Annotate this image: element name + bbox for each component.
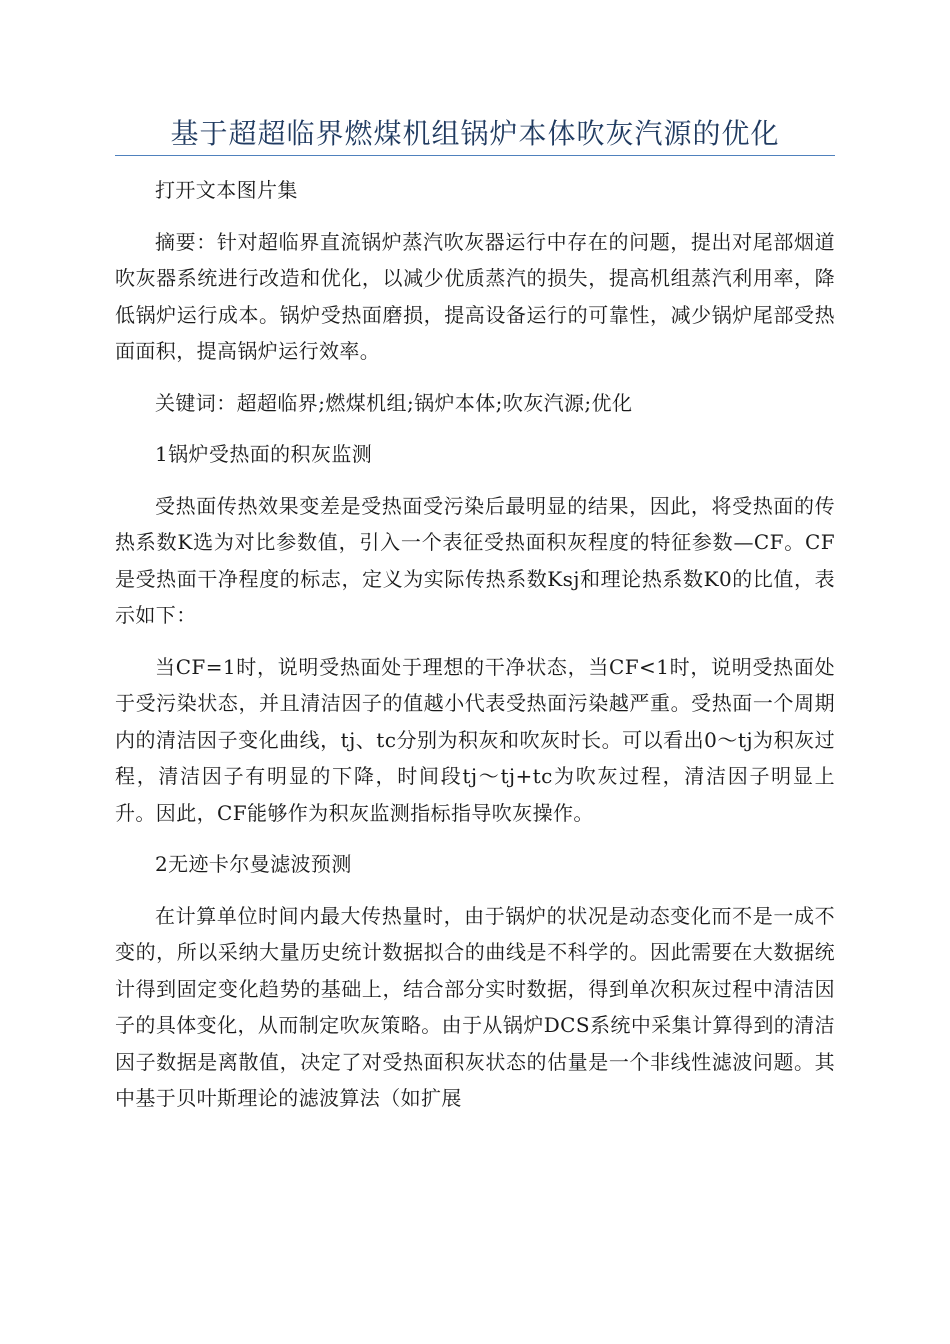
document-title: 基于超超临界燃煤机组锅炉本体吹灰汽源的优化 <box>170 117 780 150</box>
section-2-heading: 2无迹卡尔曼滤波预测 <box>155 852 352 876</box>
abstract-paragraph: 摘要：针对超临界直流锅炉蒸汽吹灰器运行中存在的问题，提出对尾部烟道吹灰器系统进行改造和优化，以减少优质蒸汽的损失，提高机组蒸汽利用率，降低锅炉运行成本。锅炉受热面磨损，提高设备运行的可靠性，减少锅炉尾部受热面面积，提高锅炉运行效率。 <box>115 229 835 363</box>
body-paragraph: 在计算单位时间内最大传热量时，由于锅炉的状况是动态变化而不是一成不变的，所以采纳大量历史统计数据拟合的曲线是不科学的。因此需要在大数据统计得到固定变化趋势的基础上，结合部分实时数据，得到单次积灰过程中清洁因子的具体变化，从而制定吹灰策略。由于从锅炉DCS系统中采集计算得到的清洁因子数据是离散值，决定了对受热面积灰状态的估量是一个非线性滤波问题。其中基于贝叶斯理论的滤波算法（如扩展 <box>115 903 835 1110</box>
section-1-heading: 1锅炉受热面的积灰监测 <box>155 442 373 466</box>
keywords-paragraph: 关键词：超超临界;燃煤机组;锅炉本体;吹灰汽源;优化 <box>155 390 633 415</box>
document-body <box>115 172 835 1132</box>
title-underline <box>115 155 835 156</box>
body-paragraph: 受热面传热效果变差是受热面受污染后最明显的结果，因此，将受热面的传热系数K选为对比参数值，引入一个表征受热面积灰程度的特征参数—CF。CF是受热面干净程度的标志，定义为实际传热系数Ksj和理论热系数K0的比值，表示如下： <box>115 493 835 627</box>
open-image-set-link: 打开文本图片集 <box>155 178 298 202</box>
body-paragraph: 当CF=1时，说明受热面处于理想的干净状态，当CF<1时，说明受热面处于受污染状态，并且清洁因子的值越小代表受热面污染越严重。受热面一个周期内的清洁因子变化曲线，tj、tc分别为积灰和吹灰时长。可以看出0～tj为积灰过程，清洁因子有明显的下降，时间段tj～tj+tc为吹灰过程，清洁因子明显上升。因此，CF能够作为积灰监测指标指导吹灰操作。 <box>115 654 835 825</box>
